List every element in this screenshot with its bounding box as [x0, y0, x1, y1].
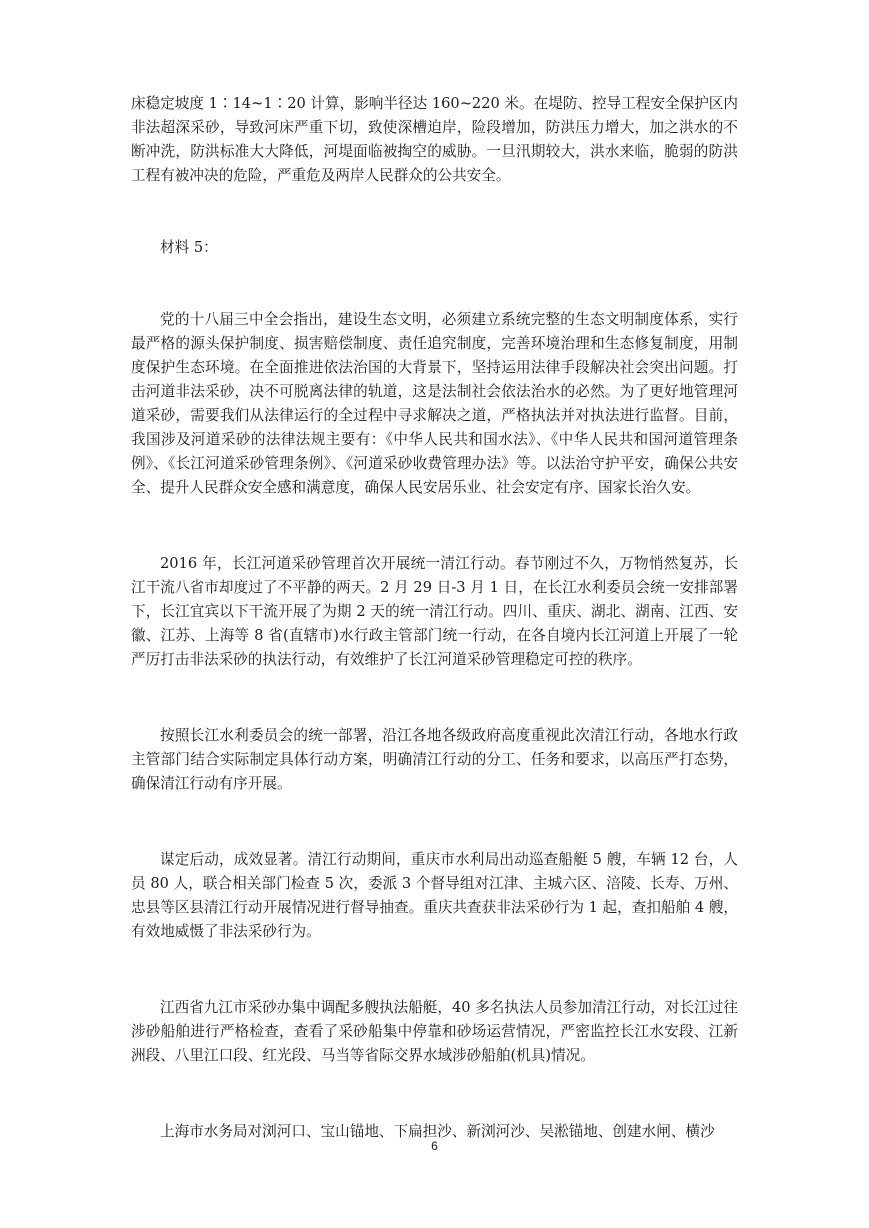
- paragraph-4: 按照长江水利委员会的统一部署，沿江各地各级政府高度重视此次清江行动，各地水行政主管部门结合实际制定具体行动方案，明确清江行动的分工、任务和要求，以高压严打态势，确保清江行动有序开展。: [131, 727, 738, 792]
- paragraph-5: 谋定后动，成效显著。清江行动期间，重庆市水利局出动巡查船艇 5 艘，车辆 12 台，人员 80 人，联合相关部门检查 5 次，委派 3 个督导组对江津、主城六区、涪陵、长寿、万州、忠县等区县清江行动开展情况进行督导抽查。重庆共查获非法采砂行为 1 起，查扣船舶 4 艘，有效地威慑了非法采砂行为。: [131, 851, 738, 940]
- document-body: [131, 92, 738, 1144]
- paragraph-3: 2016 年，长江河道采砂管理首次开展统一清江行动。春节刚过不久，万物悄然复苏，长江干流八省市却度过了不平静的两天。2 月 29 日-3 月 1 日，在长江水利委员会统一安排部署下，长江宜宾以下干流开展了为期 2 天的统一清江行动。四川、重庆、湖北、湖南、江西、安徽、江苏、上海等 8 省(直辖市)水行政主管部门统一行动，在各自境内长江河道上开展了一轮严厉打击非法采砂的执法行动，有效维护了长江河道采砂管理稳定可控的秩序。: [131, 555, 738, 668]
- paragraph-7: 上海市水务局对浏河口、宝山锚地、下扁担沙、新浏河沙、吴淞锚地、创建水闸、横沙: [160, 1123, 715, 1140]
- page-number: 6: [431, 1139, 438, 1153]
- paragraph-1: 床稳定坡度 1∶14~1∶20 计算，影响半径达 160~220 米。在堤防、控导工程安全保护区内非法超深采砂，导致河床严重下切，致使深槽迫岸，险段增加，防洪压力增大，加之洪水的不断冲洗，防洪标准大大降低，河堤面临被掏空的威胁。一旦汛期较大，洪水来临，脆弱的防洪工程有被冲决的危险，严重危及两岸人民群众的公共安全。: [131, 95, 738, 184]
- paragraph-6: 江西省九江市采砂办集中调配多艘执法船艇，40 多名执法人员参加清江行动，对长江过往涉砂船舶进行严格检查，查看了采砂船集中停靠和砂场运营情况，严密监控长江水安段、江新洲段、八里江口段、红光段、马当等省际交界水域涉砂船舶(机具)情况。: [131, 999, 738, 1064]
- material-5-heading: 材料 5：: [160, 239, 218, 256]
- paragraph-2: 党的十八届三中全会指出，建设生态文明，必须建立系统完整的生态文明制度体系，实行最严格的源头保护制度、损害赔偿制度、责任追究制度，完善环境治理和生态修复制度，用制度保护生态环境。在全面推进依法治国的大背景下，坚持运用法律手段解决社会突出问题。打击河道非法采砂，决不可脱离法律的轨道，这是法制社会依法治水的必然。为了更好地管理河道采砂，需要我们从法律运行的全过程中寻求解决之道，严格执法并对执法进行监督。目前，我国涉及河道采砂的法律法规主要有：《中华人民共和国水法》、《中华人民共和国河道管理条例》、《长江河道采砂管理条例》、《河道采砂收费管理办法》等。以法治守护平安，确保公共安全、提升人民群众安全感和满意度，确保人民安居乐业、社会安定有序、国家长治久安。: [131, 311, 738, 496]
